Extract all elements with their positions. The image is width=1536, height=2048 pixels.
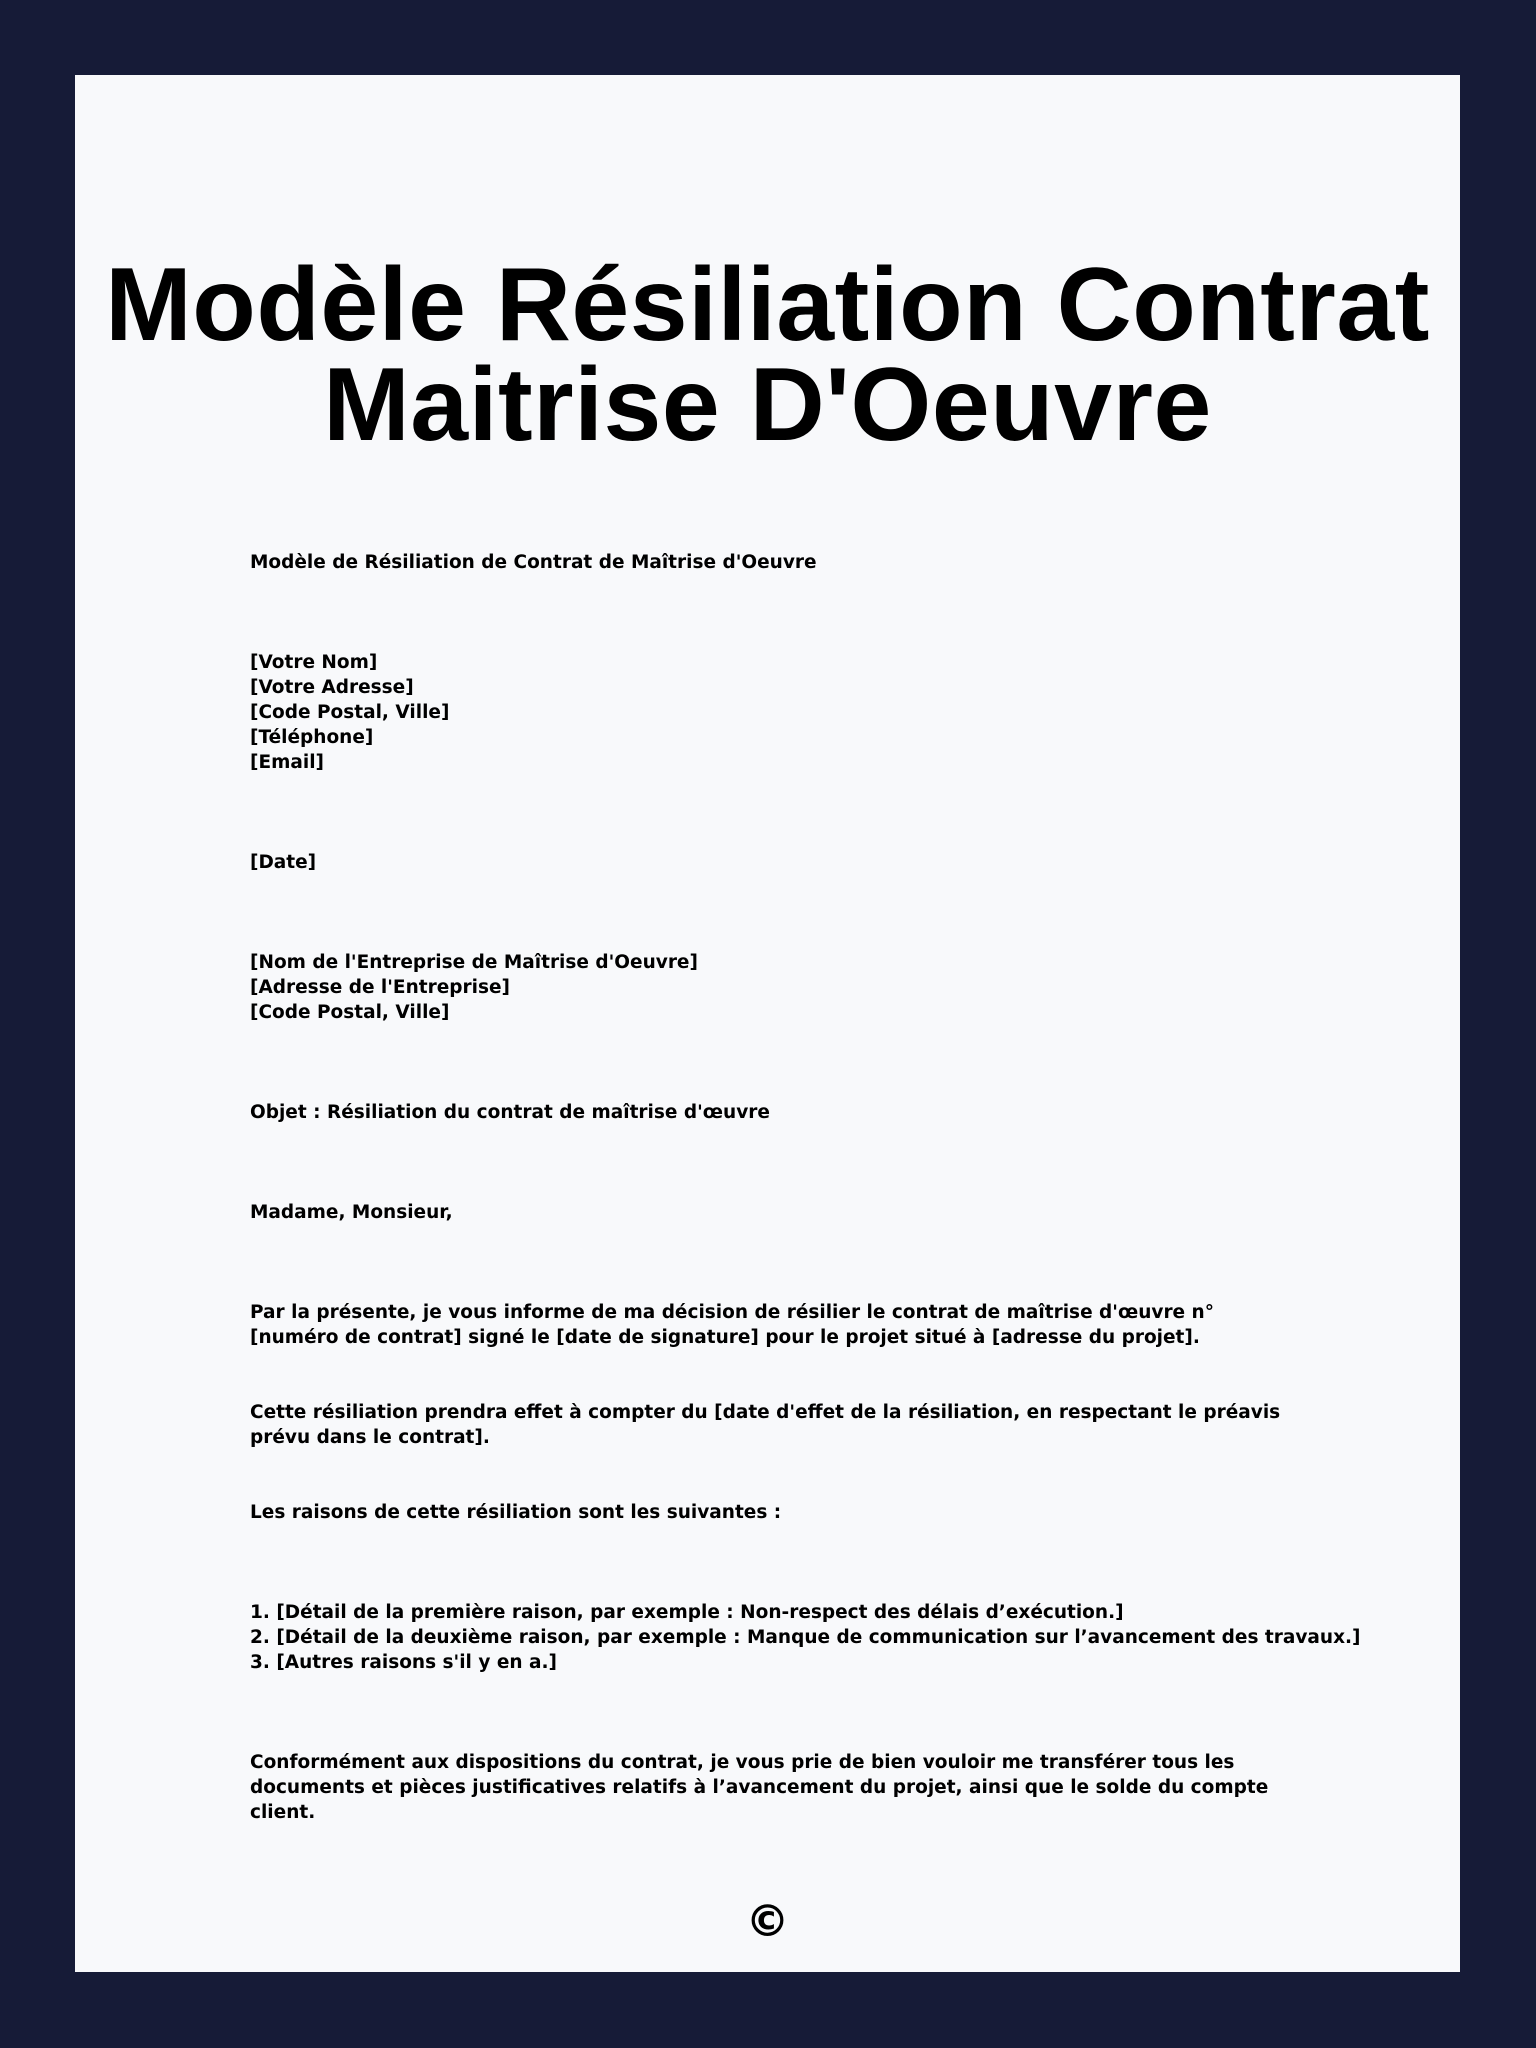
letter-salutation: Madame, Monsieur,	[250, 1202, 453, 1223]
sender-address: [Votre Adresse]	[250, 677, 414, 698]
paragraph-effective-date: Cette résiliation prendra effet à compter du [date d'effet de la résiliation, en respectant le préavis prévu dans le contrat].	[250, 1402, 1281, 1448]
sender-block	[250, 650, 1290, 775]
sender-email: [Email]	[250, 752, 324, 773]
letter-heading: Modèle de Résiliation de Contrat de Maîtrise d'Oeuvre	[250, 552, 817, 573]
copyright-icon: ©	[745, 1896, 790, 1947]
sender-name: [Votre Nom]	[250, 652, 378, 673]
list-item: 3. [Autres raisons s'il y en a.]	[250, 1652, 557, 1673]
letter-subject: Objet : Résiliation du contrat de maîtrise d'œuvre	[250, 1102, 770, 1123]
letter-body	[250, 550, 1361, 1825]
recipient-postal-city: [Code Postal, Ville]	[250, 1002, 450, 1023]
paragraph-decision: Par la présente, je vous informe de ma décision de résilier le contrat de maîtrise d'œuvre n° [numéro de contrat] signé le [date de signature] pour le projet situé à [adresse du projet].	[250, 1302, 1214, 1348]
letter-date: [Date]	[250, 852, 317, 873]
recipient-block	[250, 950, 1290, 1025]
recipient-company: [Nom de l'Entreprise de Maîtrise d'Oeuvre]	[250, 952, 698, 973]
paragraph-documents-request: Conformément aux dispositions du contrat, je vous prie de bien vouloir me transférer tous les documents et pièces justificatives relatifs à l’avancement du projet, ainsi que le solde du compte client.	[250, 1752, 1269, 1823]
reasons-list	[250, 1600, 1361, 1675]
document-page	[75, 75, 1460, 1972]
reasons-intro: Les raisons de cette résiliation sont les suivantes :	[250, 1502, 782, 1523]
sender-postal-city: [Code Postal, Ville]	[250, 702, 450, 723]
list-item: 2. [Détail de la deuxième raison, par exemple : Manque de communication sur l’avancement des travaux.]	[250, 1627, 1361, 1648]
sender-phone: [Téléphone]	[250, 727, 374, 748]
list-item: 1. [Détail de la première raison, par exemple : Non-respect des délais d’exécution.]	[250, 1602, 1124, 1623]
recipient-address: [Adresse de l'Entreprise]	[250, 977, 510, 998]
page-title: Modèle Résiliation Contrat Maitrise D'Oeuvre	[105, 247, 1430, 463]
